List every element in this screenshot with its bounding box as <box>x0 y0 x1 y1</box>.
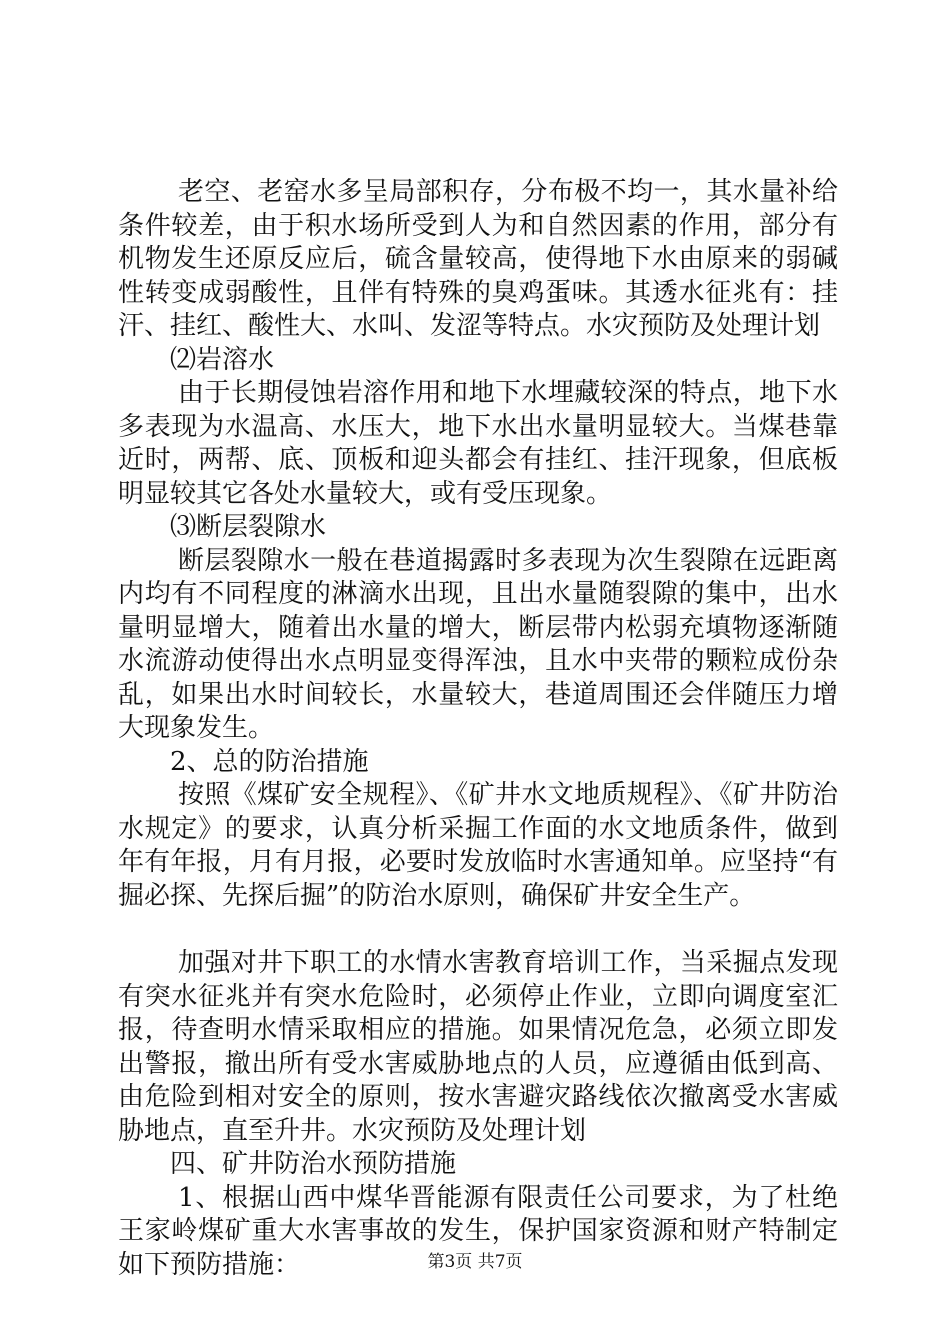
paragraph-old-goaf-water: 老空、老窑水多呈局部积存，分布极不均一，其水量补给条件较差，由于积水场所受到人为和自然因素的作用，部分有机物发生还原反应后，硫含量较高，使得地下水由原来的弱碱性转变成弱酸性，且伴有特殊的臭鸡蛋味。其透水征兆有：挂汗、挂红、酸性大、水叫、发涩等特点。水灾预防及处理计划 <box>118 177 838 341</box>
paragraph-general-measures: 按照《煤矿安全规程》、《矿井水文地质规程》、《矿井防治水规定》的要求，认真分析采掘工作面的水文地质条件，做到年有年报，月有月报，必要时发放临时水害通知单。应坚持“有掘必探、先探后掘”的防治水原则，确保矿井安全生产。 <box>118 780 838 911</box>
paragraph-training: 加强对井下职工的水情水害教育培训工作，当采掘点发现有突水征兆并有突水危险时，必须停止作业，立即向调度室汇报，待查明水情采取相应的措施。如果情况危急，必须立即发出警报，撤出所有受水害威胁地点的人员，应遵循由低到高、由危险到相对安全的原则，按水害避灾路线依次撤离受水害威胁地点，直至升井。水灾预防及处理计划 <box>118 948 838 1146</box>
document-body <box>118 176 838 1282</box>
heading-general-measures: 2、总的防治措施 <box>170 746 369 777</box>
paragraph-karst-water: 由于长期侵蚀岩溶作用和地下水埋藏较深的特点，地下水多表现为水温高、水压大，地下水出水量明显较大。当煤巷靠近时，两帮、底、顶板和迎头都会有挂红、挂汗现象，但底板明显较其它各处水量较大，或有受压现象。 <box>118 378 838 509</box>
heading-prevention-measures: 四、矿井防治水预防措施 <box>170 1149 457 1179</box>
page-footer: 第3页 共7页 <box>427 1252 523 1272</box>
heading-karst-water: ⑵岩溶水 <box>170 344 275 375</box>
paragraph-prevention-intro: 1、根据山西中煤华晋能源有限责任公司要求，为了杜绝王家岭煤矿重大水害事故的发生，保护国家资源和财产特制定如下预防措施： <box>118 1182 838 1280</box>
paragraph-gap <box>118 913 838 947</box>
paragraph-fault-fissure-water: 断层裂隙水一般在巷道揭露时多表现为次生裂隙在远距离内均有不同程度的淋滴水出现，且出水量随裂隙的集中，出水量明显增大，随着出水量的增大，断层带内松弱充填物逐渐随水流游动使得出水点明显变得浑浊，且水中夹带的颗粒成份杂乱，如果出水时间较长，水量较大，巷道周围还会伴随压力增大现象发生。 <box>118 545 838 743</box>
heading-fault-fissure-water: ⑶断层裂隙水 <box>170 512 327 542</box>
